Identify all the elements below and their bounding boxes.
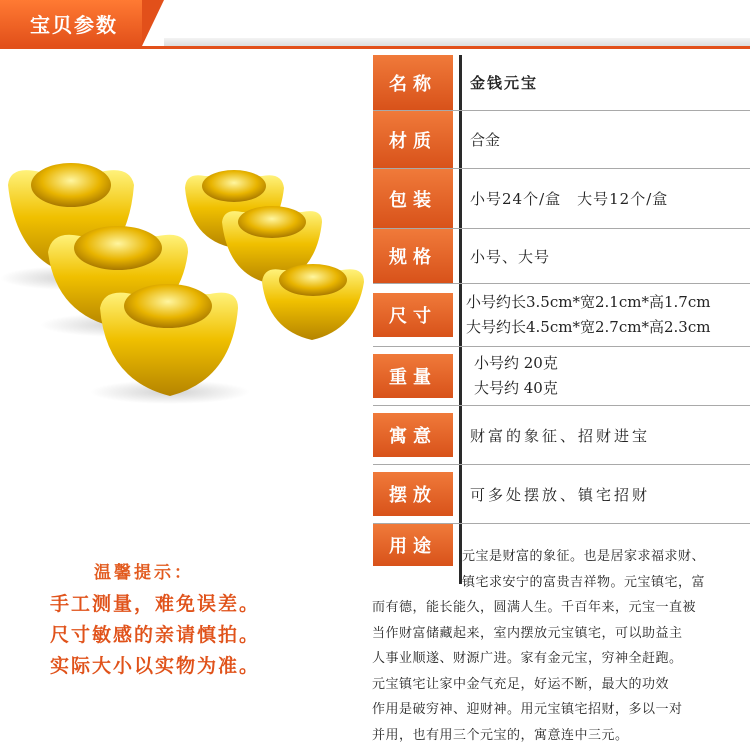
header-arrow [142, 0, 164, 46]
usage-line: 元宝镇宅让家中金气充足，好运不断，最大的功效 [372, 676, 670, 692]
spec-label: 寓意 [373, 413, 453, 457]
size-line: 小号约长3.5cm*宽2.1cm*高1.7cm [466, 293, 711, 311]
spec-table [373, 55, 750, 584]
ingot-5 [262, 264, 364, 340]
usage-line: 人事业顺遂、财源广进。家有金元宝，穷神全赶跑。 [372, 651, 683, 666]
spec-row-packaging [373, 169, 750, 229]
spec-value [462, 351, 750, 401]
weight-line: 小号约 20克 [474, 354, 558, 372]
spec-label: 用途 [373, 524, 453, 566]
product-name: 金钱元宝 [470, 74, 539, 92]
spec-label: 包装 [373, 169, 453, 228]
section-header-title: 宝贝参数 [30, 12, 118, 37]
spec-row-material [373, 111, 750, 169]
usage-line: 而有德，能长能久，圆满人生。千百年来，元宝一直被 [372, 600, 697, 615]
header-divider-bar [164, 38, 750, 46]
usage-line: 并用，也有用三个元宝的，寓意连中三元。 [372, 727, 629, 743]
spec-row-meaning [373, 406, 750, 465]
ingot-6 [90, 284, 250, 404]
weight-line: 大号约 40克 [474, 379, 558, 397]
size-line: 大号约长4.5cm*宽2.7cm*高2.3cm [466, 318, 711, 336]
spec-row-name [373, 55, 750, 111]
spec-label: 尺寸 [373, 293, 453, 337]
spec-value [462, 290, 750, 340]
spec-label: 材质 [373, 111, 453, 168]
warm-tips [50, 558, 360, 682]
section-header-tab [0, 0, 142, 46]
usage-line: 当作财富储藏起来，室内摆放元宝镇宅，可以助益主 [372, 625, 683, 641]
spec-value: 合金 [470, 131, 501, 149]
spec-value: 可多处摆放、镇宅招财 [470, 485, 651, 504]
spec-label: 名称 [373, 55, 453, 110]
usage-line: 元宝是财富的象征。也是居家求福求财、 [462, 549, 706, 564]
header-underline [0, 46, 750, 49]
spec-label: 摆放 [373, 472, 453, 516]
usage-line: 镇宅求安宁的富贵吉祥物。元宝镇宅，富 [462, 574, 706, 590]
spec-row-spec [373, 229, 750, 284]
product-photo-gold-ingots [0, 130, 375, 430]
spec-value: 财富的象征、招财进宝 [470, 426, 651, 445]
spec-value: 小号24个/盒 大号12个/盒 [470, 190, 669, 208]
usage-line: 作用是破穷神、迎财神。用元宝镇宅招财，多以一对 [372, 702, 683, 717]
spec-label: 重量 [373, 354, 453, 398]
tips-line: 尺寸敏感的亲请慎拍。 [50, 624, 261, 646]
spec-row-placement [373, 465, 750, 524]
tips-line: 实际大小以实物为准。 [50, 655, 261, 677]
tips-line: 手工测量，难免误差。 [50, 593, 261, 615]
spec-value: 小号、大号 [470, 247, 551, 266]
spec-label: 规格 [373, 229, 453, 283]
spec-row-weight [373, 347, 750, 406]
spec-row-size [373, 284, 750, 347]
tips-title: 温馨提示： [94, 563, 194, 583]
